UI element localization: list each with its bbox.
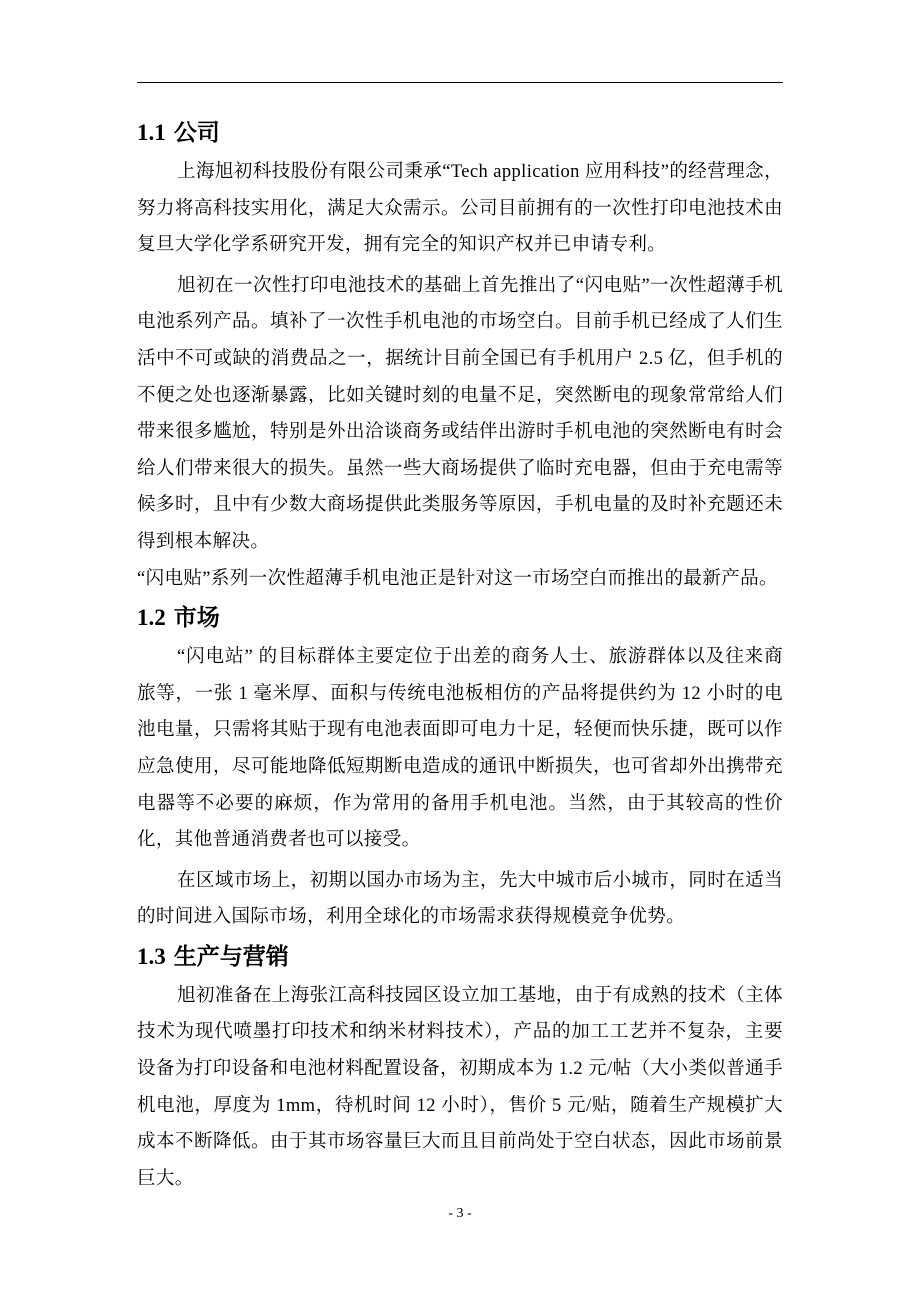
paragraph: “闪电贴”系列一次性超薄手机电池正是针对这一市场空白而推出的最新产品。 <box>137 568 778 589</box>
section-heading-company: 1.1 公司 <box>137 120 220 146</box>
paragraph: 在区域市场上，初期以国办市场为主，先大中城市后小城市，同时在适当的时间进入国际市场，利用全球化的市场需求获得规模竞争优势。 <box>137 870 783 928</box>
document-body <box>137 112 783 1197</box>
paragraph: 旭初准备在上海张江高科技园区设立加工基地，由于有成熟的技术（主体技术为现代喷墨打印技术和纳米材料技术），产品的加工工艺并不复杂，主要设备为打印设备和电池材料配置设备，初期成本为 1.2 元/帖（大小类似普通手机电池，厚度为 1mm，待机时间 12 小时），售价 5 元/贴，随着生产规模扩大成本不断降低。由于其市场容量巨大而且目前尚处于空白状态，因此市场前景巨大。 <box>137 985 783 1189</box>
paragraph: 上海旭初科技股份有限公司秉承“Tech application 应用科技”的经营理念，努力将高科技实用化，满足大众需示。公司目前拥有的一次性打印电池技术由复旦大学化学系研究开发，拥有完全的知识产权并已申请专利。 <box>137 162 783 256</box>
section-heading-production-marketing: 1.3 生产与营销 <box>137 943 289 970</box>
page-number: - 3 - <box>448 1206 472 1221</box>
header-rule <box>137 82 783 83</box>
section-heading-market: 1.2 市场 <box>137 605 220 632</box>
paragraph: 旭初在一次性打印电池技术的基础上首先推出了“闪电贴”一次性超薄手机电池系列产品。填补了一次性手机电池的市场空白。目前手机已经成了人们生活中不可或缺的消费品之一，据统计目前全国已有手机用户 2.5 亿，但手机的不便之处也逐渐暴露，比如关键时刻的电量不足，突然断电的现象常常给人们带来很多尴尬，特别是外出洽谈商务或结伴出游时手机电池的突然断电有时会给人们带来很大的损失。虽然一些大商场提供了临时充电器，但由于充电需等候多时，且中有少数大商场提供此类服务等原因，手机电量的及时补充题还未得到根本解决。 <box>137 275 783 552</box>
paragraph: “闪电站” 的目标群体主要定位于出差的商务人士、旅游群体以及往来商旅等，一张 1 毫米厚、面积与传统电池板相仿的产品将提供约为 12 小时的电池电量，只需将其贴于现有电池表面即可电力十足，轻便而快乐捷，既可以作应急使用，尽可能地降低短期断电造成的通讯中断损失，也可省却外出携带充电器等不必要的麻烦，作为常用的备用手机电池。当然，由于其较高的性价化，其他普通消费者也可以接受。 <box>137 647 783 851</box>
